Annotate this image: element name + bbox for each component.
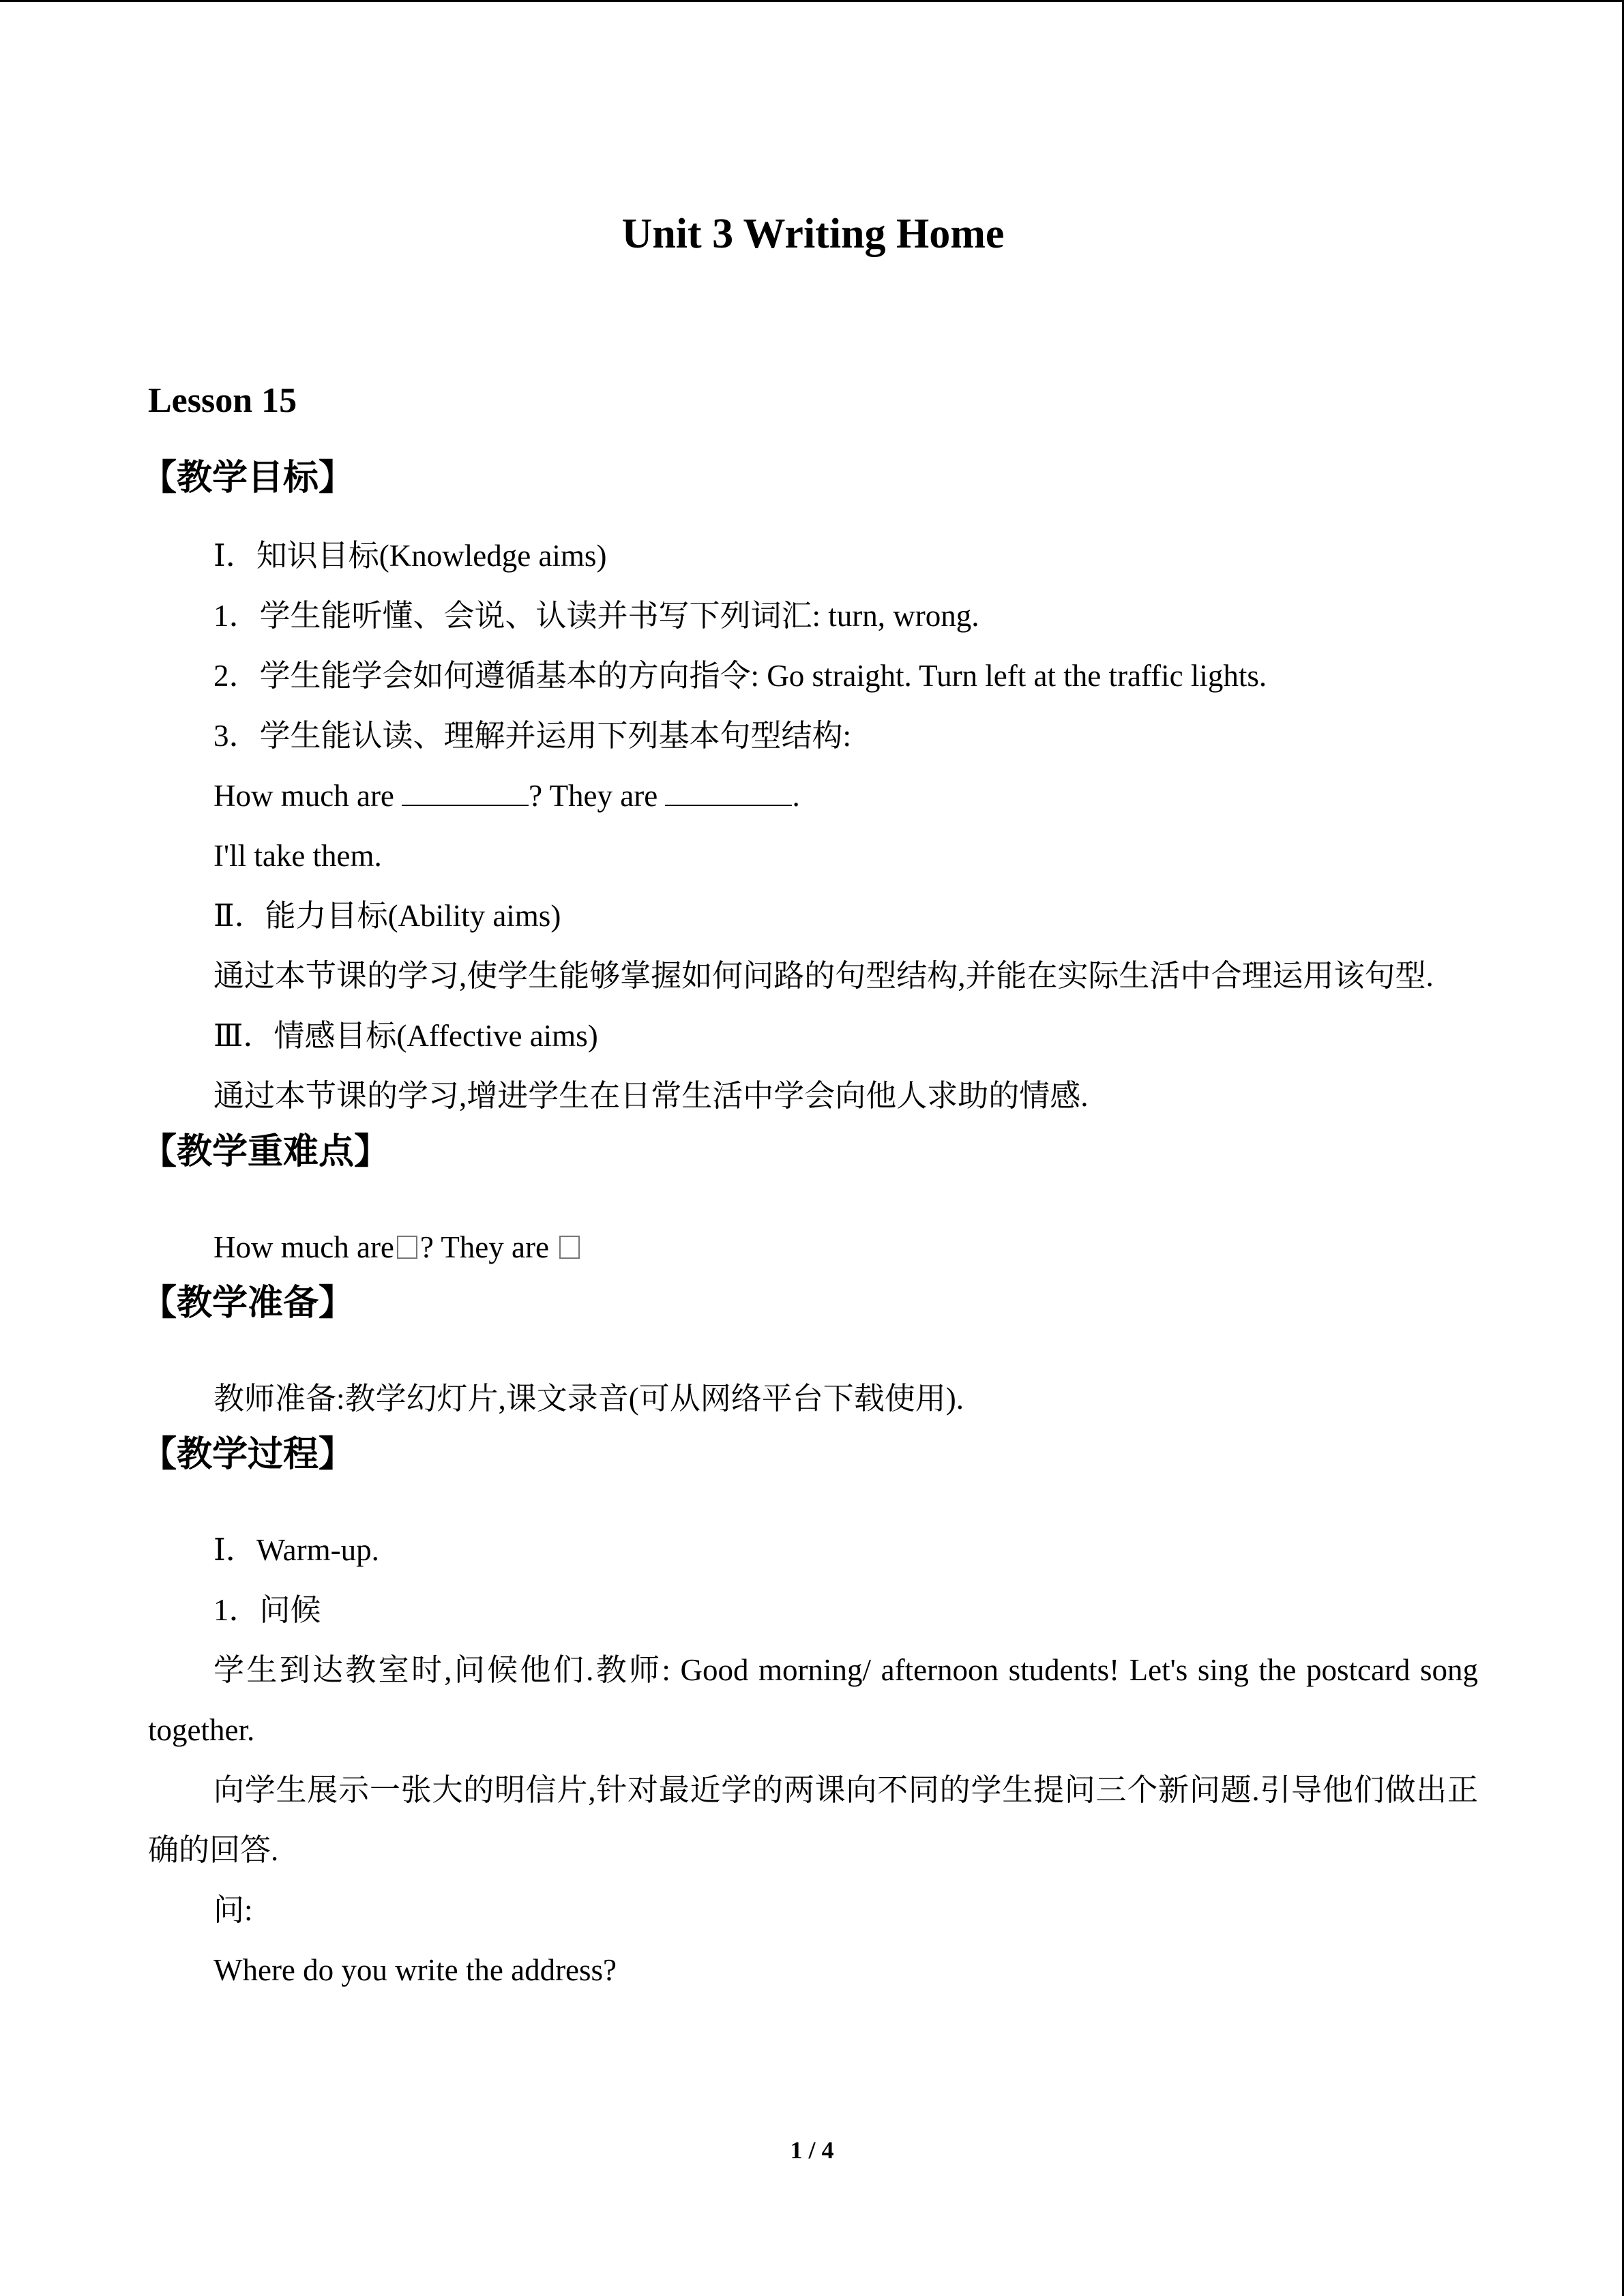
objective-item-1: 1．学生能听懂、会说、认读并书写下列词汇: turn, wrong. <box>213 599 979 633</box>
page-number: 1 / 4 <box>790 2136 834 2164</box>
placeholder-box-icon <box>397 1236 417 1259</box>
key-points-heading: 【教学重难点】 <box>141 1131 390 1172</box>
blank-line <box>665 777 792 806</box>
key-points-text-2: ? They are <box>419 1230 557 1264</box>
pattern-text-3: . <box>792 779 800 813</box>
page-content <box>141 207 1478 2000</box>
objective-item-2: 2．学生能学会如何遵循基本的方向指令: Go straight. Turn left at the traffic lights. <box>213 659 1267 693</box>
objective-item-3: 3．学生能认读、理解并运用下列基本句型结构: <box>213 719 852 753</box>
key-points-text <box>148 1217 1478 1277</box>
preparation-text: 教师准备:教学幻灯片,课文录音(可从网络平台下载使用). <box>213 1382 964 1416</box>
key-points-text-1: How much are <box>213 1230 394 1264</box>
ability-aims-heading: Ⅱ．能力目标(Ability aims) <box>213 899 561 933</box>
affective-aims-heading: Ⅲ．情感目标(Affective aims) <box>213 1019 598 1053</box>
document-title: Unit 3 Writing Home <box>621 211 1005 257</box>
process-heading: 【教学过程】 <box>141 1434 355 1475</box>
ask-label: 问: <box>213 1893 253 1927</box>
blank-line <box>402 777 529 806</box>
objectives-heading: 【教学目标】 <box>141 458 355 498</box>
ability-aims-text: 通过本节课的学习,使学生能够掌握如何问路的句型结构,并能在实际生活中合理运用该句型. <box>213 959 1434 993</box>
preparation-heading: 【教学准备】 <box>141 1283 355 1324</box>
knowledge-aims-heading: Ⅰ．知识目标(Knowledge aims) <box>213 539 607 573</box>
question-1: Where do you write the address? <box>213 1953 617 1987</box>
warmup-heading: Ⅰ．Warm-up. <box>213 1533 379 1567</box>
pattern-text-1: How much are <box>213 779 402 813</box>
sentence-pattern-1 <box>148 766 1478 826</box>
lesson-heading: Lesson 15 <box>148 381 297 420</box>
sentence-pattern-2: I'll take them. <box>213 839 382 873</box>
placeholder-box-icon <box>559 1236 580 1259</box>
postcard-text: 向学生展示一张大的明信片,针对最近学的两课向不同的学生提问三个新问题.引导他们做出正确的回答. <box>148 1773 1478 1867</box>
affective-aims-text: 通过本节课的学习,增进学生在日常生活中学会向他人求助的情感. <box>213 1079 1089 1113</box>
pattern-text-2: ? They are <box>529 779 666 813</box>
greeting-text: 学生到达教室时,问候他们.教师: Good morning/ afternoon students! Let's sing the postcard song together. <box>148 1653 1478 1747</box>
greeting-heading: 1．问候 <box>213 1593 321 1627</box>
